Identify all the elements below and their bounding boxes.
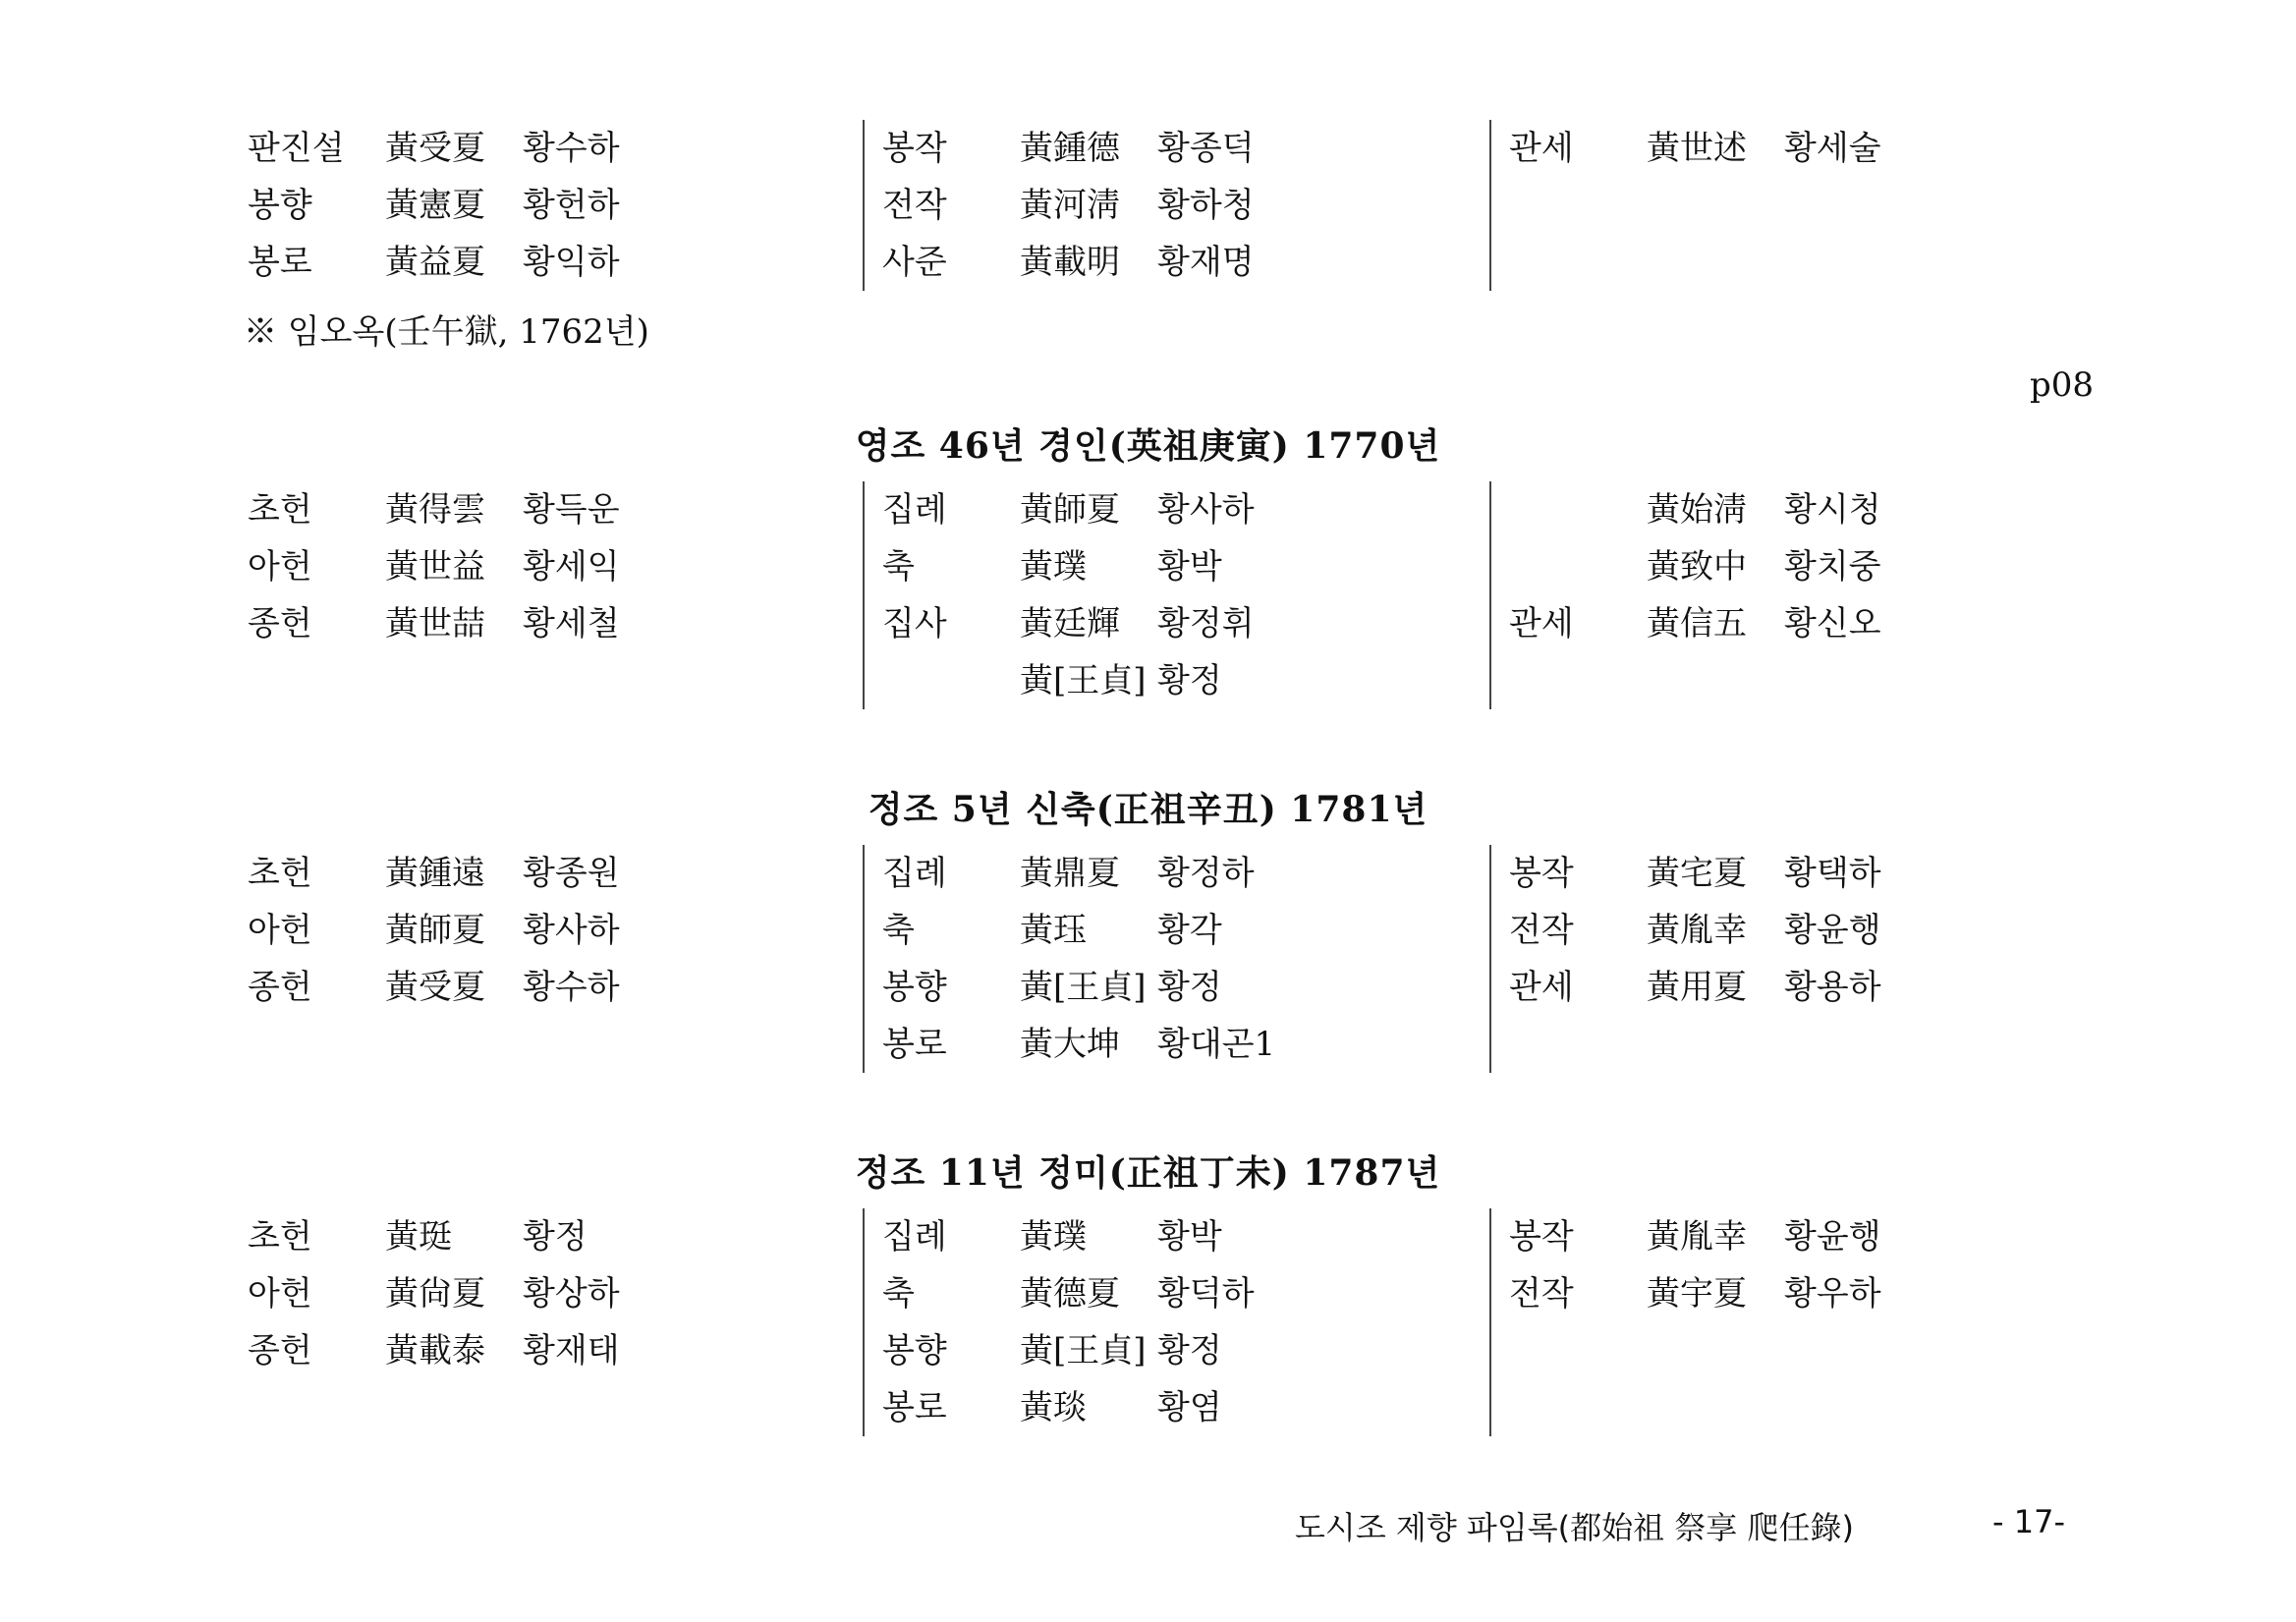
section-2-table xyxy=(236,845,2102,1140)
hanja-name: 黃受夏 xyxy=(385,968,485,1007)
role-label: 봉작 xyxy=(1509,854,1574,893)
entry-row xyxy=(1491,120,2120,177)
hangul-name: 황정 xyxy=(1157,1331,1222,1370)
hangul-name: 황재태 xyxy=(523,1331,620,1370)
hanja-name: 黃用夏 xyxy=(1647,968,1747,1007)
entry-row xyxy=(865,595,1493,652)
column-3 xyxy=(1489,1208,2120,1436)
hangul-name: 황윤행 xyxy=(1784,911,1881,950)
column-3 xyxy=(1489,481,2120,709)
entry-row xyxy=(1491,595,2120,652)
role-label: 아헌 xyxy=(248,911,312,950)
role-label: 판진설 xyxy=(248,129,345,168)
entry-row xyxy=(865,177,1493,234)
section-heading: 정조 11년 정미(正祖丁未) 1787년 xyxy=(855,1152,1441,1194)
hangul-name: 황수하 xyxy=(523,968,620,1007)
hangul-name: 황윤행 xyxy=(1784,1217,1881,1257)
footnote: ※ 임오옥(壬午獄, 1762년) xyxy=(244,312,649,352)
hanja-name: 黃致中 xyxy=(1647,547,1747,587)
role-label: 사준 xyxy=(882,243,947,282)
entry-row xyxy=(865,1265,1493,1322)
role-label: 전작 xyxy=(882,186,947,225)
entry-row xyxy=(236,1208,865,1265)
hangul-name: 황재명 xyxy=(1157,243,1255,282)
hanja-name: 黃璞 xyxy=(1020,547,1087,587)
entry-row xyxy=(865,1322,1493,1379)
entry-row xyxy=(865,845,1493,902)
entry-row xyxy=(865,902,1493,959)
hangul-name: 황용하 xyxy=(1784,968,1881,1007)
role-label: 아헌 xyxy=(248,1274,312,1314)
hanja-name: 黃珏 xyxy=(1020,911,1087,950)
hangul-name: 황우하 xyxy=(1784,1274,1881,1314)
hanja-name: 黃宅夏 xyxy=(1647,854,1747,893)
hanja-name: 黃大坤 xyxy=(1020,1025,1120,1064)
hanja-name: 黃受夏 xyxy=(385,129,485,168)
entry-row xyxy=(236,845,865,902)
entry-row xyxy=(236,234,865,291)
role-label: 봉로 xyxy=(248,243,312,282)
hangul-name: 황치중 xyxy=(1784,547,1881,587)
hangul-name: 황염 xyxy=(1157,1388,1222,1427)
role-label: 봉작 xyxy=(882,129,947,168)
role-label: 종헌 xyxy=(248,968,312,1007)
entry-row xyxy=(236,1322,865,1379)
hangul-name: 황종덕 xyxy=(1157,129,1255,168)
hanja-name: 黃琰 xyxy=(1020,1388,1087,1427)
hangul-name: 황하청 xyxy=(1157,186,1255,225)
hanja-name: 黃[王貞] xyxy=(1020,1331,1147,1370)
column-2 xyxy=(863,845,1493,1073)
role-label: 전작 xyxy=(1509,911,1574,950)
hanja-name: 黃珽 xyxy=(385,1217,452,1257)
entry-row xyxy=(1491,481,2120,538)
hangul-name: 황택하 xyxy=(1784,854,1881,893)
hangul-name: 황상하 xyxy=(523,1274,620,1314)
hanja-name: 黃世述 xyxy=(1647,129,1747,168)
hangul-name: 황수하 xyxy=(523,129,620,168)
section-1-table xyxy=(236,481,2102,776)
page-code: p08 xyxy=(2030,365,2095,405)
hanja-name: 黃益夏 xyxy=(385,243,485,282)
hanja-name: 黃璞 xyxy=(1020,1217,1087,1257)
entry-row xyxy=(865,120,1493,177)
hanja-name: 黃載明 xyxy=(1020,243,1120,282)
entry-row xyxy=(865,538,1493,595)
entry-row xyxy=(1491,538,2120,595)
entry-row xyxy=(1491,845,2120,902)
hangul-name: 황사하 xyxy=(1157,490,1255,530)
hanja-name: 黃始淸 xyxy=(1647,490,1747,530)
role-label: 집사 xyxy=(882,604,947,643)
role-label: 아헌 xyxy=(248,547,312,587)
role-label: 봉향 xyxy=(882,1331,947,1370)
hanja-name: 黃德夏 xyxy=(1020,1274,1120,1314)
role-label: 관세 xyxy=(1509,129,1574,168)
role-label: 집례 xyxy=(882,1217,947,1257)
column-3 xyxy=(1489,120,2120,291)
column-2 xyxy=(863,481,1493,709)
role-label: 집례 xyxy=(882,490,947,530)
hangul-name: 황정 xyxy=(523,1217,588,1257)
hangul-name: 황박 xyxy=(1157,1217,1222,1257)
role-label: 봉로 xyxy=(882,1025,947,1064)
column-3 xyxy=(1489,845,2120,1073)
hanja-name: 黃鍾德 xyxy=(1020,129,1120,168)
hanja-name: 黃[王貞] xyxy=(1020,661,1147,700)
column-1 xyxy=(236,845,865,1073)
role-label: 초헌 xyxy=(248,1217,312,1257)
entry-row xyxy=(236,538,865,595)
column-1 xyxy=(236,120,865,291)
entry-row xyxy=(236,959,865,1016)
role-label: 봉로 xyxy=(882,1388,947,1427)
role-label: 축 xyxy=(882,1274,915,1314)
hanja-name: 黃鍾遠 xyxy=(385,854,485,893)
hangul-name: 황정 xyxy=(1157,968,1222,1007)
hangul-name: 황득운 xyxy=(523,490,620,530)
role-label: 초헌 xyxy=(248,854,312,893)
column-2 xyxy=(863,1208,1493,1436)
hanja-name: 黃廷輝 xyxy=(1020,604,1120,643)
section-heading: 정조 5년 신축(正祖辛丑) 1781년 xyxy=(868,789,1428,830)
footer-title: 도시조 제향 파임록(都始祖 祭享 爬任錄) xyxy=(1295,1509,1854,1546)
entry-row xyxy=(1491,902,2120,959)
hangul-name: 황사하 xyxy=(523,911,620,950)
hangul-name: 황신오 xyxy=(1784,604,1881,643)
hanja-name: 黃世益 xyxy=(385,547,485,587)
entry-row xyxy=(1491,1265,2120,1322)
hangul-name: 황시청 xyxy=(1784,490,1881,530)
role-label: 축 xyxy=(882,547,915,587)
hangul-name: 황세익 xyxy=(523,547,620,587)
hangul-name: 황세철 xyxy=(523,604,620,643)
entry-row xyxy=(236,120,865,177)
role-label: 축 xyxy=(882,911,915,950)
hangul-name: 황헌하 xyxy=(523,186,620,225)
entry-row xyxy=(236,1265,865,1322)
hangul-name: 황대곤1 xyxy=(1157,1025,1276,1064)
hanja-name: 黃憲夏 xyxy=(385,186,485,225)
hanja-name: 黃胤幸 xyxy=(1647,911,1747,950)
hanja-name: 黃宇夏 xyxy=(1647,1274,1747,1314)
footer-page-number: - 17- xyxy=(1992,1503,2065,1540)
role-label: 종헌 xyxy=(248,1331,312,1370)
role-label: 봉작 xyxy=(1509,1217,1574,1257)
hanja-name: 黃師夏 xyxy=(1020,490,1120,530)
role-label: 봉향 xyxy=(882,968,947,1007)
hangul-name: 황정휘 xyxy=(1157,604,1255,643)
hangul-name: 황각 xyxy=(1157,911,1222,950)
hanja-name: 黃信五 xyxy=(1647,604,1747,643)
hanja-name: 黃河淸 xyxy=(1020,186,1120,225)
hanja-name: 黃得雲 xyxy=(385,490,485,530)
column-1 xyxy=(236,1208,865,1436)
hangul-name: 황정 xyxy=(1157,661,1222,700)
entry-row xyxy=(236,177,865,234)
entry-row xyxy=(865,959,1493,1016)
hangul-name: 황박 xyxy=(1157,547,1222,587)
section-heading: 영조 46년 경인(英祖庚寅) 1770년 xyxy=(855,425,1441,467)
role-label: 초헌 xyxy=(248,490,312,530)
role-label: 봉향 xyxy=(248,186,312,225)
role-label: 관세 xyxy=(1509,604,1574,643)
hanja-name: 黃世喆 xyxy=(385,604,485,643)
column-1 xyxy=(236,481,865,709)
role-label: 전작 xyxy=(1509,1274,1574,1314)
entry-row xyxy=(865,481,1493,538)
hangul-name: 황익하 xyxy=(523,243,620,282)
hangul-name: 황덕하 xyxy=(1157,1274,1255,1314)
hanja-name: 黃胤幸 xyxy=(1647,1217,1747,1257)
role-label: 관세 xyxy=(1509,968,1574,1007)
hanja-name: 黃載泰 xyxy=(385,1331,485,1370)
entry-row xyxy=(1491,959,2120,1016)
entry-row xyxy=(865,234,1493,291)
section-0-table xyxy=(236,120,2102,415)
entry-row xyxy=(865,1016,1493,1073)
entry-row xyxy=(236,902,865,959)
column-2 xyxy=(863,120,1493,291)
role-label: 종헌 xyxy=(248,604,312,643)
entry-row xyxy=(1491,1208,2120,1265)
hangul-name: 황세술 xyxy=(1784,129,1881,168)
entry-row xyxy=(865,1379,1493,1436)
entry-row xyxy=(236,481,865,538)
entry-row xyxy=(865,652,1493,709)
entry-row xyxy=(865,1208,1493,1265)
hanja-name: 黃鼎夏 xyxy=(1020,854,1120,893)
hanja-name: 黃師夏 xyxy=(385,911,485,950)
hanja-name: 黃尙夏 xyxy=(385,1274,485,1314)
hangul-name: 황정하 xyxy=(1157,854,1255,893)
hanja-name: 黃[王貞] xyxy=(1020,968,1147,1007)
role-label: 집례 xyxy=(882,854,947,893)
hangul-name: 황종원 xyxy=(523,854,620,893)
section-3-table xyxy=(236,1208,2102,1503)
entry-row xyxy=(236,595,865,652)
